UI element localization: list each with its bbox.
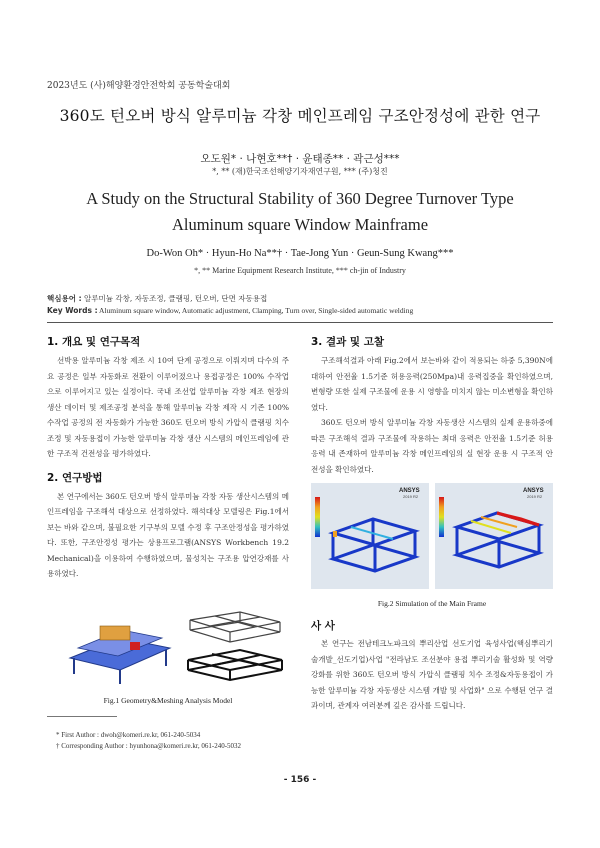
section-3-text-1: 구조해석결과 아래 Fig.2에서 보는바와 같이 적용되는 하중 5,390N에 대하여 안전율 1.5기준 허용응력(250Mpa)내 응력집중을 확인하였으며, 변형량 또한 실제 구조물에 운용 시 영향을 미치지 않는 미소변형을 확인하였다. xyxy=(311,356,553,412)
paper-title-english xyxy=(40,186,560,238)
fig1-frame-render xyxy=(60,608,290,686)
footnote-corresponding-author-text: Corresponding Author : hyunhona@komeri.re.kr, 061-240-5032 xyxy=(61,742,242,750)
figure-2-caption: Fig.2 Simulation of the Main Frame xyxy=(377,599,487,608)
keywords-ko-label: 핵심용어 : xyxy=(47,294,82,303)
page-number: - 156 - xyxy=(283,775,317,785)
ansys-logo-2: ANSYS xyxy=(523,488,544,494)
keywords-ko-text: 알루미늄 각창, 자동조정, 클램핑, 턴오버, 단면 자동용접 xyxy=(83,294,268,303)
conference-header: 2023년도 (사)해양환경안전학회 공동학술대회 xyxy=(47,81,231,91)
title-en-line1: A Study on the Structural Stability of 360 Degree Turnover Type xyxy=(86,189,514,208)
authors-english: Do-Won Oh* · Hyun-Ho Na**† · Tae-Jong Yun · Geun-Sung Kwang*** xyxy=(146,248,454,259)
ansys-version-2: 2019 R2 xyxy=(527,494,543,499)
figure-1-caption: Fig.1 Geometry&Meshing Analysis Model xyxy=(103,696,233,705)
footnote-corresponding-author xyxy=(56,742,241,750)
section-1-heading: 1. 개요 및 연구목적 xyxy=(47,336,141,348)
keywords-korean xyxy=(47,293,267,304)
ansys-version-1: 2019 R2 xyxy=(403,494,419,499)
section-3-heading: 3. 결과 및 고찰 xyxy=(311,336,384,348)
keywords-divider xyxy=(47,322,553,323)
fig2-panel-deformation xyxy=(435,483,553,589)
ansys-logo-1: ANSYS xyxy=(399,488,420,494)
acknowledgement-heading: 사 사 xyxy=(311,620,335,632)
section-1-text: 선박용 알루미늄 각창 제조 시 10여 단계 공정으로 이뤄지며 다수의 주요 공정은 일부 자동화로 전환이 이루어졌으나 용접공정은 100% 수작업으로 이루어지고 있는 실정이다. 국내 조선업 알루미늄 각창 제조 현장의 생산 데이터 및 제조공정 분석을 통해 알루미늄 각창 제작 시 기존 100% 수작업 공정의 전 자동화가 가능한 360도 턴오버 방식 가압식 클램핑 치수 조정 및 자동용접이 가능한 알루미늄 각창 생산 시스템의 메인프레임에 관한 구조적 건전성을 평가하였다. xyxy=(47,356,289,458)
title-en-line2: Aluminum square Window Mainframe xyxy=(171,215,429,234)
figure-2 xyxy=(311,483,553,589)
left-column xyxy=(47,334,289,582)
figure-1 xyxy=(60,608,290,686)
section-3-text-2: 360도 턴오버 방식 알루미늄 각창 자동생산 시스템의 실제 운용하중에 따른 구조해석 결과 구조물에 작용하는 최대 응력은 안전율 1.5기준 허용응력 내 존재하여 알루미늄 각창 메인프레임의 실 현장 운용 시 구조적 안전성을 확인하였다. xyxy=(311,418,553,474)
footnote-divider xyxy=(47,716,117,717)
keywords-en-label: Key Words : xyxy=(47,306,98,315)
acknowledgement-text: 본 연구는 전남테크노파크의 뿌리산업 선도기업 육성사업(핵심뿌리기술개발_선도기업)사업 "전라남도 조선분야 용접 뿌리기술 활성화 및 역량강화를 위한 360도 턴오버 방식 가압식 클램핑 치수 조정&자동용접이 가능한 알루미늄 각창 자동생산 시스템 개발 및 사업화" 으로 수행된 연구 결과이며, 관계자 여러분께 깊은 감사를 드립니다. xyxy=(311,639,553,710)
footnote-first-author-text: First Author : dwoh@komeri.re.kr, 061-240-5034 xyxy=(61,731,201,739)
acknowledgement xyxy=(311,618,553,714)
footnote-first-author xyxy=(56,731,200,739)
fig2-panel-stress xyxy=(311,483,429,589)
affiliation-korean: *, ** (재)한국조선해양기자재연구원, *** (주)청진 xyxy=(212,167,388,176)
right-column xyxy=(311,334,553,477)
section-2-text: 본 연구에서는 360도 턴오버 방식 알루미늄 각창 자동 생산시스템의 메인프레임을 구조해석 대상으로 선정하였다. 해석대상 모델링은 Fig.1에서 보는 바와 같으며, 불필요한 기구부의 모델 수정 후 구조안정성을 평가하였다. 또한, 구조안정성 평가는 상용프로그램(ANSYS Workbench 19.2 Mechanical)을 이용하여 수행하였으며, 물성치는 구조용 압연강재를 사용하였다. xyxy=(47,491,289,578)
keywords-en-text: Aluminum square window, Automatic adjustment, Clamping, Turn over, Single-sided automatic welding xyxy=(99,306,414,315)
fig2-simulation-render xyxy=(311,483,553,589)
authors-korean: 오도원* · 나현호**† · 윤태종** · 곽근성*** xyxy=(200,153,400,165)
section-2-heading: 2. 연구방법 xyxy=(47,471,103,484)
footnote-marker-1: * xyxy=(56,731,60,739)
footnote-marker-2: † xyxy=(56,742,60,750)
paper-title-korean: 360도 턴오버 방식 알루미늄 각창 메인프레임 구조안정성에 관한 연구 xyxy=(59,107,541,125)
keywords-english xyxy=(47,306,413,315)
affiliation-english: *, ** Marine Equipment Research Institute, *** ch-jin of Industry xyxy=(194,266,406,275)
